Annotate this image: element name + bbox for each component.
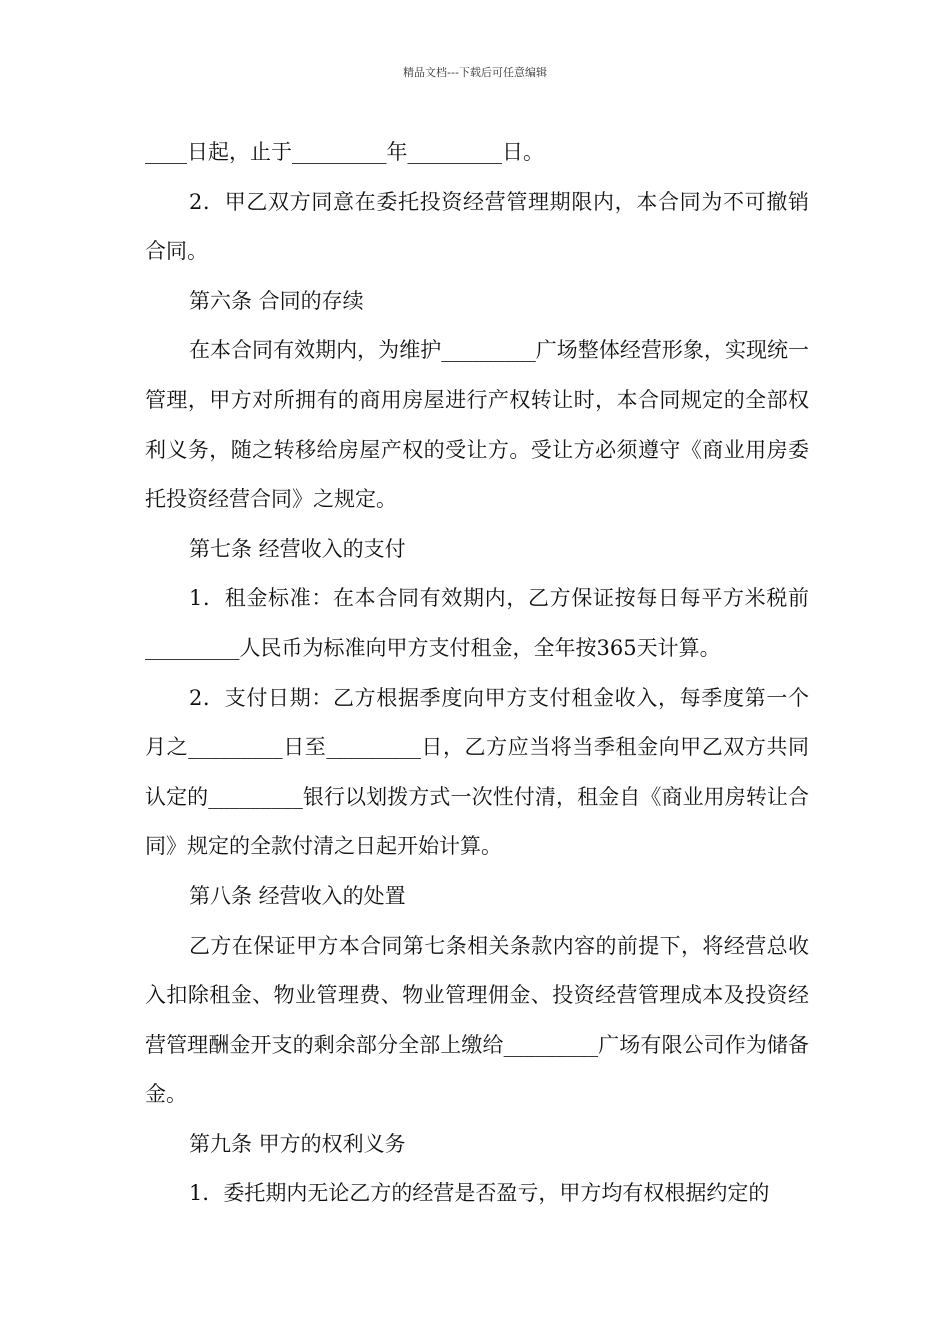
- paragraph-term-end-date: ____日起，止于_________年_________日。: [145, 140, 544, 164]
- article-7-heading: 第七条 经营收入的支付: [189, 536, 406, 561]
- paragraph-contract-continuation: 在本合同有效期内，为维护_________广场整体经营形象，实现统一管理，甲方对所拥有的商用房屋进行产权转让时，本合同规定的全部权利义务，随之转移给房屋产权的受让方。受让方必须遵守《商业用房委托投资经营合同》之规定。: [145, 338, 809, 512]
- article-8-heading: 第八条 经营收入的处置: [189, 883, 406, 908]
- document-body: [145, 128, 809, 1219]
- paragraph-rent-standard: 1．租金标准：在本合同有效期内，乙方保证按每日每平方米税前_________人民币为标准向甲方支付租金，全年按365天计算。: [145, 586, 809, 660]
- paragraph-income-disposal: 乙方在保证甲方本合同第七条相关条款内容的前提下，将经营总收入扣除租金、物业管理费、物业管理佣金、投资经营管理成本及投资经营管理酬金开支的剩余部分全部上缴给_________广场有限公司作为储备金。: [145, 933, 809, 1107]
- article-6-heading: 第六条 合同的存续: [189, 288, 364, 313]
- paragraph-irrevocable: 2．甲乙双方同意在委托投资经营管理期限内，本合同为不可撤销合同。: [145, 189, 809, 264]
- article-9-heading: 第九条 甲方的权利义务: [189, 1131, 406, 1156]
- paragraph-payment-date: 2．支付日期：乙方根据季度向甲方支付租金收入，每季度第一个月之_________日至_________日，乙方应当将当季租金向甲乙双方共同认定的_________银行以划拨方式一次性付清，租金自《商业用房转让合同》规定的全款付清之日起开始计算。: [145, 685, 809, 859]
- page-header: 精品文档---下载后可任意编辑: [403, 66, 547, 79]
- paragraph-party-a-rights: 1．委托期内无论乙方的经营是否盈亏，甲方均有权根据约定的: [189, 1181, 770, 1206]
